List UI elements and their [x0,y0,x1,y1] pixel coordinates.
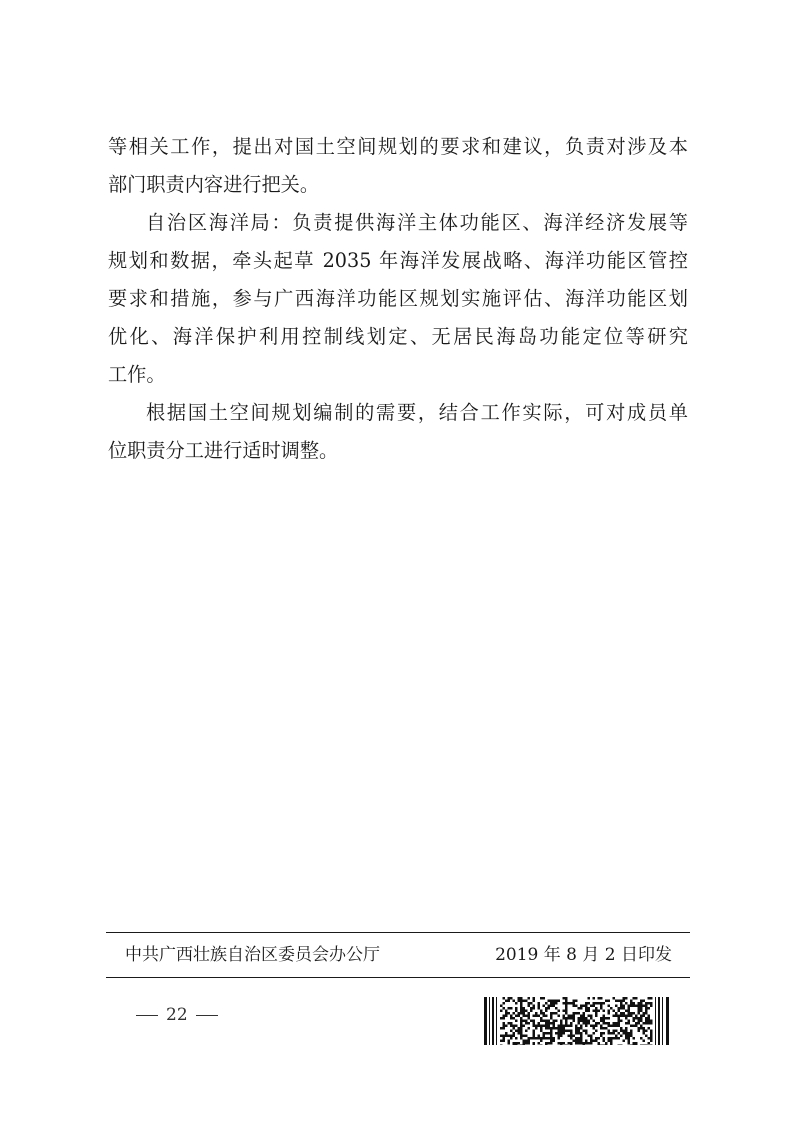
paragraph-line: 自治区海洋局：负责提供海洋主体功能区、海洋经济发展等 [146,211,688,234]
paragraph-line: 位职责分工进行适时调整。 [108,439,339,462]
barcode-right-guard [655,997,669,1045]
paragraph-line: 规划和数据，牵头起草 2035 年海洋发展战略、海洋功能区管控 [108,249,688,272]
barcode-icon [484,997,670,1045]
issue-date: 2019 年 8 月 2 日印发 [495,945,672,965]
issuer-name: 中共广西壮族自治区委员会办公厅 [125,945,380,965]
dash-left-icon [136,1015,158,1016]
paragraph-line: 要求和措施，参与广西海洋功能区规划实施评估、海洋功能区划 [108,287,688,310]
footer-top-rule [106,932,690,933]
paragraph-line: 工作。 [108,363,166,386]
paragraph-line: 部门职责内容进行把关。 [108,173,320,196]
paragraph-continuation [108,128,688,204]
paragraph-line: 优化、海洋保护利用控制线划定、无居民海岛功能定位等研究 [108,325,688,348]
dash-right-icon [196,1015,218,1016]
page-number-value: 22 [166,1005,188,1025]
barcode-matrix [500,997,653,1045]
document-body [108,128,688,470]
page-number [128,1003,226,1027]
paragraph-adjustment [108,394,688,470]
paragraph-ocean-bureau [108,204,688,394]
paragraph-line: 等相关工作，提出对国土空间规划的要求和建议，负责对涉及本 [108,135,688,158]
paragraph-line: 根据国土空间规划编制的需要，结合工作实际，可对成员单 [146,401,688,424]
footer-bottom-rule [106,977,690,978]
barcode-left-guard [484,997,497,1045]
